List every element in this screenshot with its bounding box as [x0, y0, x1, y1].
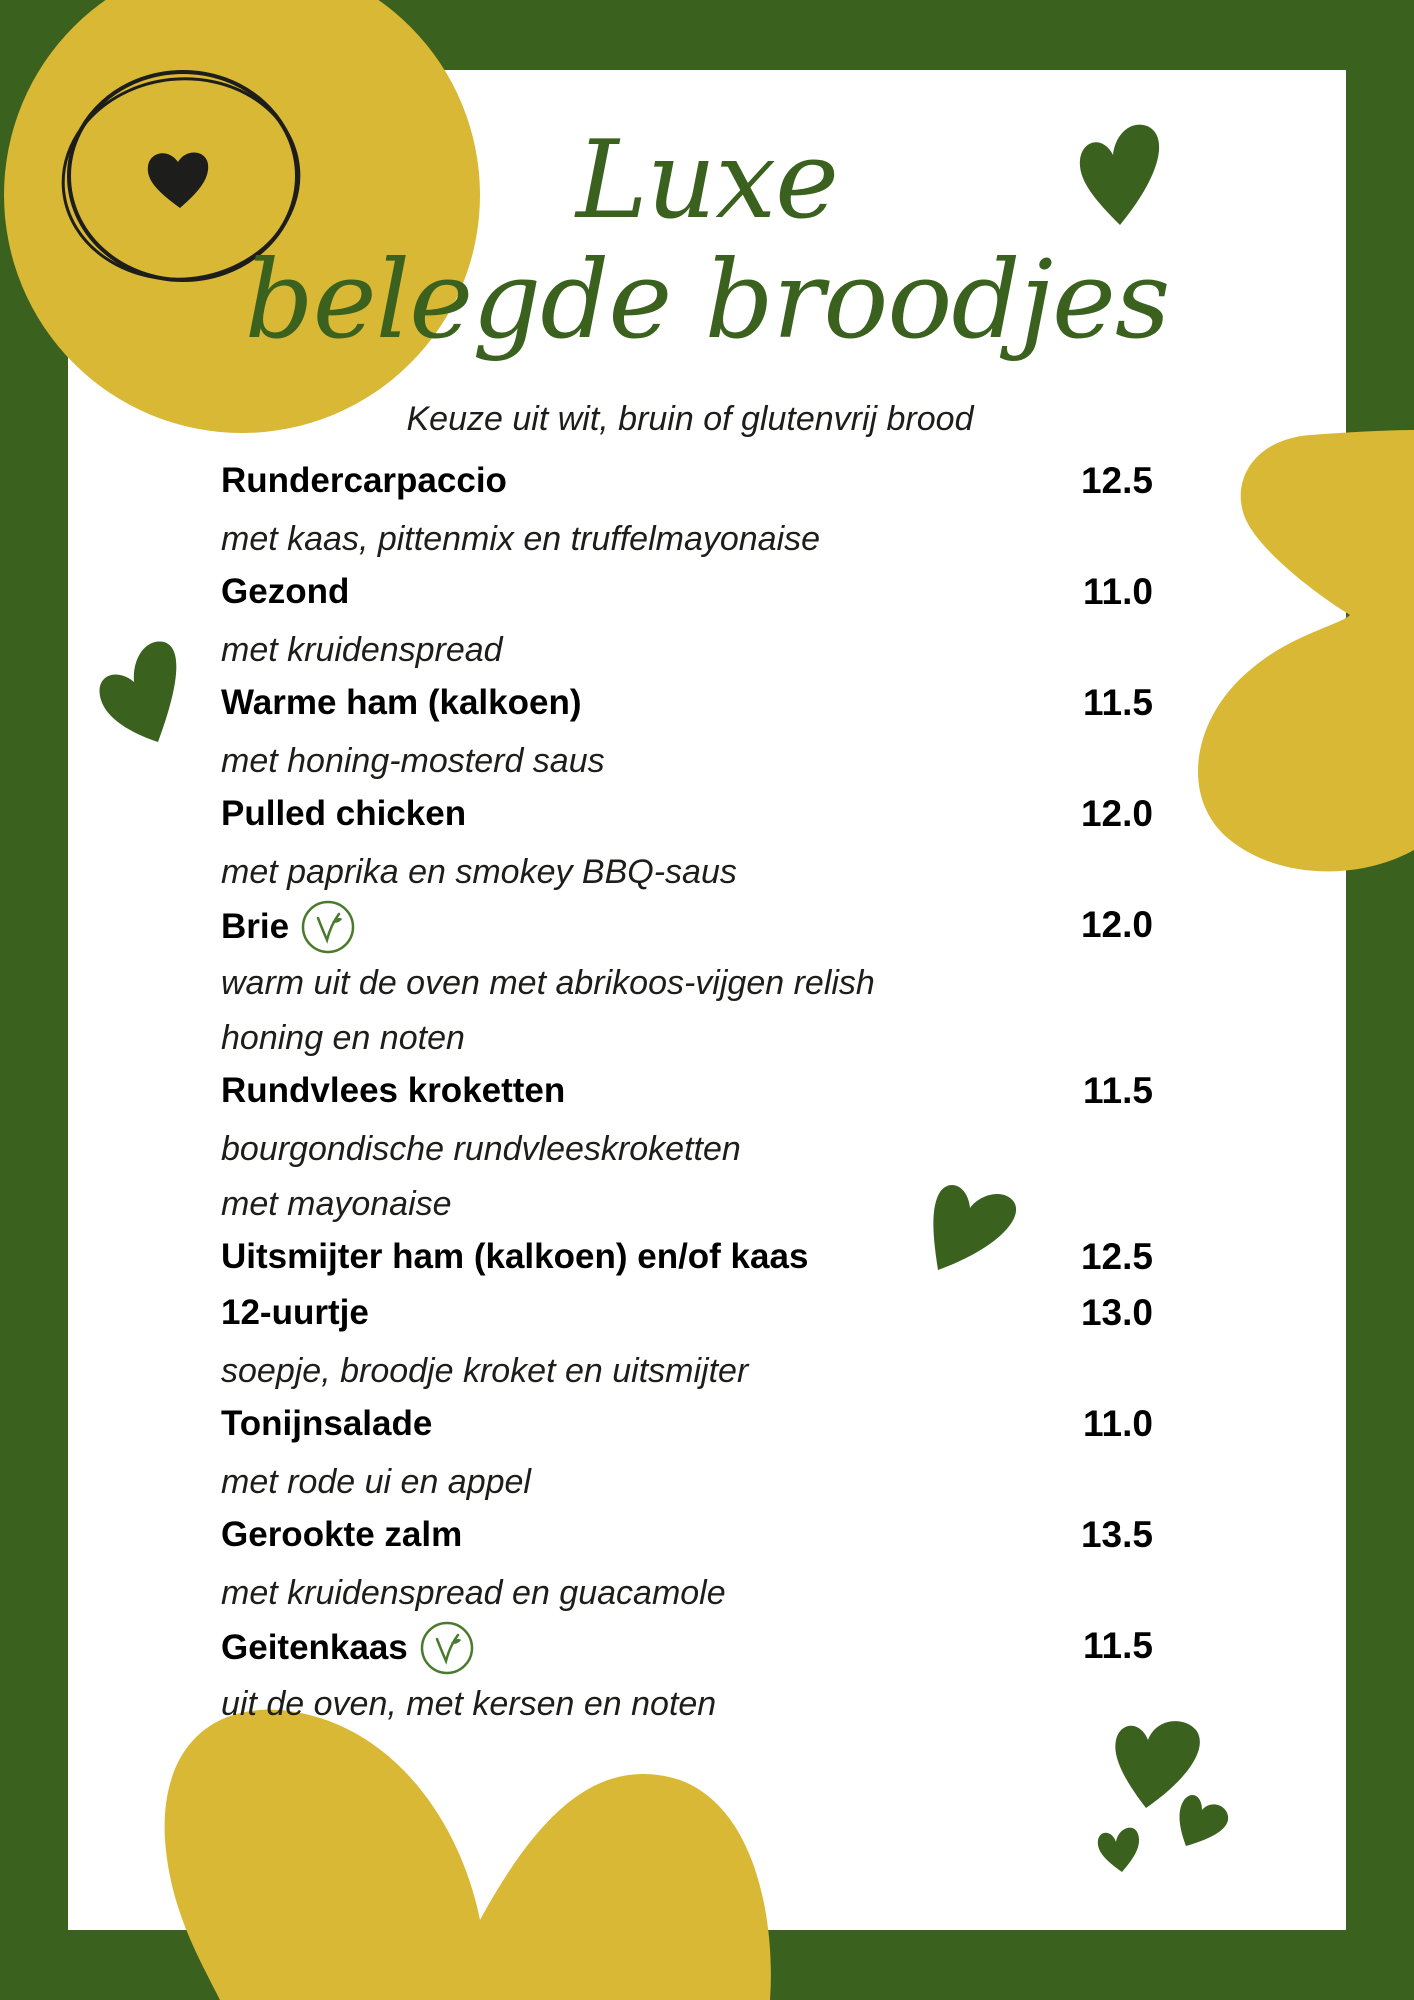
menu-item-header: [221, 1621, 1153, 1677]
menu-item-price: 12.0: [1080, 793, 1153, 834]
menu-item-price: 12.0: [1080, 904, 1153, 945]
menu-item-header: [221, 1510, 1153, 1566]
menu-item-header: [221, 1232, 1153, 1288]
menu-item: [221, 1399, 1153, 1510]
menu-item-name: 12-uurtje: [221, 1293, 369, 1332]
menu-item-description: met honing-mosterd saus: [221, 742, 605, 780]
menu-item-description: uit de oven, met kersen en noten: [221, 1685, 717, 1723]
menu-item-name: Gezond: [221, 572, 350, 611]
menu-item-description: soepje, broodje kroket en uitsmijter: [221, 1352, 749, 1390]
menu-item-description: met kaas, pittenmix en truffelmayonaise: [221, 520, 821, 558]
menu-item-description: met paprika en smokey BBQ-saus: [221, 853, 737, 891]
menu-item-name: Tonijnsalade: [221, 1404, 433, 1443]
menu-item-description: met kruidenspread: [221, 631, 503, 669]
menu-item: [221, 678, 1153, 789]
menu-item: [221, 1288, 1153, 1399]
menu-item-price: 11.0: [1083, 571, 1153, 612]
menu-list: [221, 456, 1153, 1732]
menu-item-price: 13.0: [1080, 1292, 1153, 1333]
mustard-blob-right: [1190, 430, 1414, 882]
menu-item: [221, 456, 1153, 567]
menu-item-header: [221, 1066, 1153, 1122]
menu-item-name: Brie: [221, 907, 290, 946]
vegetarian-leaf-icon: [420, 1621, 474, 1675]
menu-item-price: 11.5: [1083, 682, 1153, 723]
menu-item-name: Rundvlees kroketten: [221, 1071, 566, 1110]
menu-item-header: [221, 567, 1153, 623]
menu-item-header: [221, 900, 1153, 956]
heart-icon-bottom-small-2: [1094, 1822, 1144, 1874]
menu-item-price: 12.5: [1080, 1236, 1153, 1277]
page-title-line2: belegde broodjes: [244, 238, 1170, 363]
menu-item-description: bourgondische rundvleeskroketten: [221, 1130, 741, 1168]
menu-item-header: [221, 789, 1153, 845]
menu-item: [221, 1066, 1153, 1232]
mustard-heart-bottom: [160, 1700, 780, 2000]
menu-item: [221, 1510, 1153, 1621]
menu-item-price: 13.5: [1080, 1514, 1153, 1555]
vegetarian-leaf-icon: [301, 900, 355, 954]
menu-item-name: Warme ham (kalkoen): [221, 683, 582, 722]
menu-item-description: met rode ui en appel: [221, 1463, 531, 1501]
bread-choice-subtitle: Keuze uit wit, bruin of glutenvrij brood: [406, 400, 974, 438]
menu-item-header: [221, 1288, 1153, 1344]
menu-item-header: [221, 1399, 1153, 1455]
menu-item: [221, 789, 1153, 900]
menu-item: [221, 567, 1153, 678]
menu-item-description: warm uit de oven met abrikoos-vijgen relish: [221, 964, 875, 1002]
menu-item: [221, 1232, 1153, 1288]
menu-item-name: Pulled chicken: [221, 794, 467, 833]
menu-item-description: met kruidenspread en guacamole: [221, 1574, 726, 1612]
menu-item-description: met mayonaise: [221, 1185, 452, 1223]
menu-item-price: 11.5: [1083, 1625, 1153, 1666]
menu-item-header: [221, 456, 1153, 512]
menu-item-name: Uitsmijter ham (kalkoen) en/of kaas: [221, 1237, 809, 1276]
page-title-line1: Luxe: [575, 118, 839, 243]
menu-item-name: Geitenkaas: [221, 1628, 408, 1667]
menu-item: [221, 1621, 1153, 1732]
menu-item: [221, 900, 1153, 1066]
menu-item-price: 11.5: [1083, 1070, 1153, 1111]
menu-item-name: Rundercarpaccio: [221, 461, 507, 500]
menu-item-price: 12.5: [1080, 460, 1153, 501]
menu-item-price: 11.0: [1083, 1403, 1153, 1444]
menu-item-description: honing en noten: [221, 1019, 465, 1057]
heart-icon-bottom-small-1: [1174, 1790, 1234, 1850]
menu-item-name: Gerookte zalm: [221, 1515, 463, 1554]
heart-icon-left: [96, 638, 180, 744]
menu-item-header: [221, 678, 1153, 734]
